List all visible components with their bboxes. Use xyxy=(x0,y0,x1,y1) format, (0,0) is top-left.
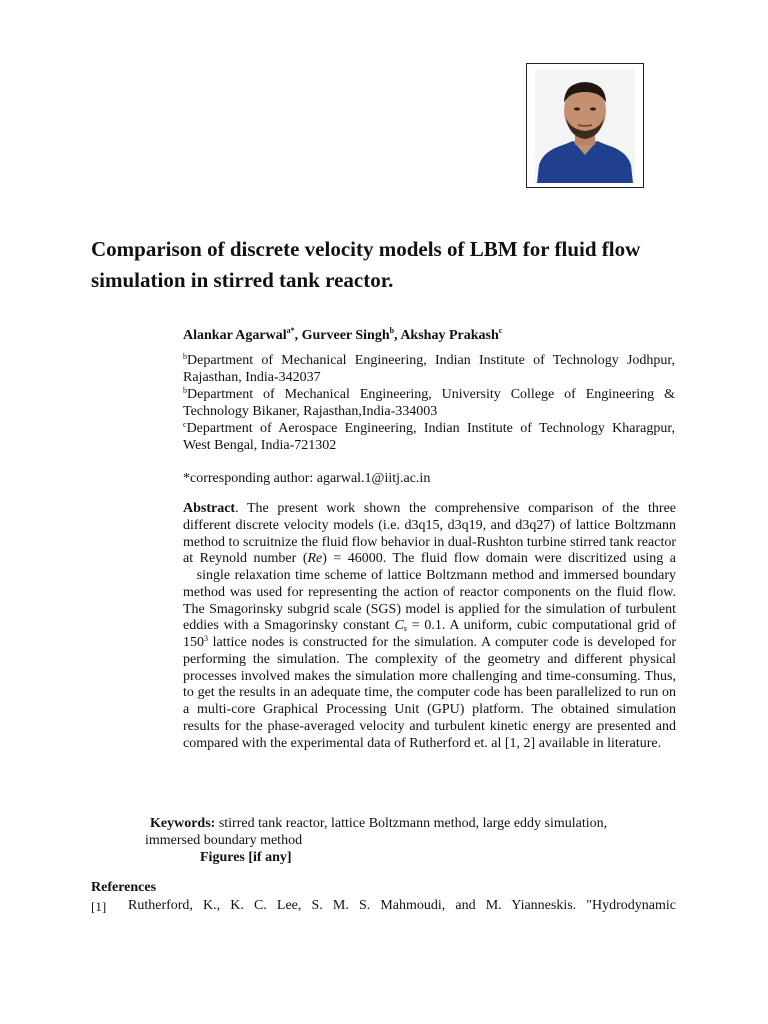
author-affil-mark: a* xyxy=(286,326,295,335)
keywords-label: Keywords: xyxy=(150,816,216,831)
keywords-line xyxy=(145,815,685,832)
author-affil-mark: b xyxy=(389,326,395,335)
abstract-label: Abstract xyxy=(183,501,236,516)
reynolds-symbol: Re xyxy=(307,551,323,567)
reference-text: Rutherford, K., K. C. Lee, S. M. S. Mahmoudi, and M. Yianneskis. "Hydrodynamic xyxy=(128,898,676,913)
affiliation-list xyxy=(183,352,675,454)
affiliation-text: Department of Mechanical Engineering, Indian Institute of Technology Jodhpur, Rajasthan, India-342037 xyxy=(183,353,675,385)
paper-title xyxy=(91,234,691,296)
keywords xyxy=(145,815,685,849)
affiliation-text: Department of Aerospace Engineering, Indian Institute of Technology Kharagpur, West Bengal, India-721302 xyxy=(183,421,675,453)
author-affil-mark: c xyxy=(498,326,503,335)
author-name: Gurveer Singh xyxy=(301,328,390,343)
affiliation xyxy=(183,420,675,454)
author-separator: , xyxy=(394,328,401,343)
author-portrait-icon xyxy=(535,69,635,183)
abstract-text: lattice nodes is constructed for the simulation. A computer code is developed for performing the simulation. The complexity of the geometry and different physical processes involved makes the simulation more challenging and time-consuming. Thus, to get the results in an adequate time, the computer code has been parallelized to run on a multi-core Graphical Processing Unit (GPU) platform. The obtained simulation results for the phase-averaged velocity and turbulent kinetic energy are presented and compared with the experimental data of Rutherford et. al [1, 2] available in literature. xyxy=(183,635,676,751)
keywords-text: immersed boundary method xyxy=(145,833,303,848)
abstract-text: ) = 46000. The fluid flow domain were discritized using a single relaxation time scheme of lattice Boltzmann method and immersed boundary method was used for representing the action of reactor components on the fluid flow. The Smagorinsky subgrid scale (SGS) model is applied for the simulation of turbulent eddies with a Smagorinsky constant xyxy=(183,551,676,634)
keywords-line xyxy=(145,832,685,849)
affiliation-mark: c xyxy=(183,420,187,429)
keywords-text: stirred tank reactor, lattice Boltzmann method, large eddy simulation, xyxy=(215,816,608,831)
abstract-text: . The present work shown the comprehensive comparison of the three different discrete velocity models (i.e. d3q15, d3q19, and d3q27) of lattice Boltzmann method to scruitnize the fluid flow behavior in dual-Rushton turbine stirred tank reactor at Reynold number ( xyxy=(183,501,676,567)
reference-number: [1] xyxy=(91,899,107,914)
affiliation-text: Department of Mechanical Engineering, University College of Engineering & Technology Bikaner, Rajasthan,India-334003 xyxy=(183,387,675,419)
references-heading: References xyxy=(91,880,157,895)
affiliation xyxy=(183,352,675,386)
grid-exponent: 3 xyxy=(204,634,208,643)
affiliation xyxy=(183,386,675,420)
author-photo xyxy=(526,63,644,188)
figures-heading: Figures [if any] xyxy=(200,850,292,865)
abstract xyxy=(183,501,676,752)
affiliation-mark: b xyxy=(183,386,187,395)
title-line-2: simulation in stirred tank reactor. xyxy=(91,268,394,292)
affiliation-mark: b xyxy=(183,352,187,361)
smagorinsky-subscript-text: s xyxy=(403,624,407,634)
author-list xyxy=(183,326,683,346)
smagorinsky-symbol: C xyxy=(394,618,404,634)
author-separator: , xyxy=(294,328,302,343)
title-line-1: Comparison of discrete velocity models of LBM for fluid flow xyxy=(91,237,641,261)
author-name: Alankar Agarwal xyxy=(183,328,287,343)
author-name: Akshay Prakash xyxy=(400,328,499,343)
abstract-text: = 0.1. A uniform, cubic computational grid of 150 xyxy=(183,618,677,650)
corresponding-author: *corresponding author: agarwal.1@iitj.ac.in xyxy=(183,471,431,486)
